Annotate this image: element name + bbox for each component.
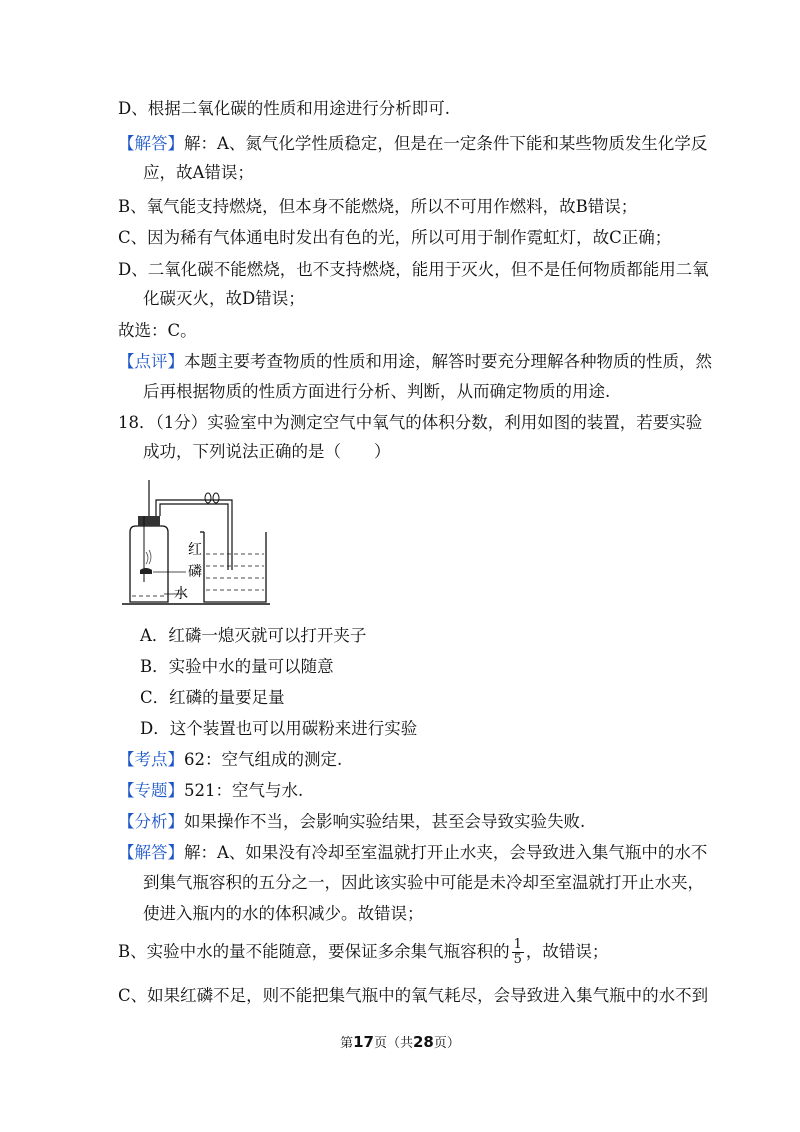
fraction-numerator: 1: [513, 937, 522, 952]
label-phosphorus: 磷: [188, 564, 202, 580]
solution-text: 解：A、如果没有冷却至室温就打开止水夹，会导致进入集气瓶中的水不: [184, 843, 708, 862]
label-red: 红: [188, 542, 202, 558]
option-d: D．这个装置也可以用碳粉来进行实验: [140, 719, 418, 738]
topic: [118, 780, 303, 802]
fraction: [512, 938, 524, 967]
analysis-tag: 【分析】: [118, 812, 184, 831]
option-b: B．实验中水的量可以随意: [140, 657, 334, 676]
page-total: 28: [413, 1033, 434, 1051]
text-line: B、氧气能支持燃烧，但本身不能燃烧，所以不可用作燃料，故B错误；: [118, 197, 638, 216]
question-18-cont: 成功，下列说法正确的是（ ）: [143, 442, 391, 461]
text-line: D、二氧化碳不能燃烧，也不支持燃烧，能用于灭火，但不是任何物质都能用二氧: [118, 260, 709, 279]
solution: [118, 842, 707, 864]
page-footer: [0, 1032, 800, 1051]
footer-text: 第: [340, 1036, 354, 1051]
page-number: 17: [353, 1033, 374, 1051]
text-line: C、因为稀有气体通电时发出有色的光，所以可用于制作霓虹灯，故C正确；: [118, 228, 672, 247]
text-line: 化碳灭火，故D错误；: [143, 289, 305, 308]
text-line: 使进入瓶内的水的体积减少。故错误；: [143, 904, 424, 923]
text-line: D、根据二氧化碳的性质和用途进行分析即可.: [118, 99, 450, 118]
text-line: 到集气瓶容积的五分之一，因此该实验中可能是未冷却至室温就打开止水夹，: [143, 873, 704, 892]
text-line: 故选：C。: [118, 321, 197, 340]
experiment-apparatus: [118, 470, 278, 610]
text-line: 应，故A错误；: [143, 163, 254, 182]
footer-text: 页（共: [373, 1036, 413, 1051]
text-segment: B、实验中水的量不能随意，要保证多余集气瓶容积的: [118, 942, 510, 961]
fraction-denominator: 5: [513, 952, 522, 967]
analysis: [118, 811, 585, 833]
topic-text: 521：空气与水.: [184, 781, 304, 800]
knowledge-text: 62：空气组成的测定.: [184, 750, 343, 769]
text-segment: ，故错误；: [525, 942, 609, 961]
text-line: [118, 133, 707, 155]
analysis-text: 如果操作不当，会影响实验结果，甚至会导致实验失败.: [184, 812, 586, 831]
option-c: C．红磷的量要足量: [140, 688, 285, 707]
footer-text: 页）: [433, 1036, 460, 1051]
review-tag: 【点评】: [118, 352, 184, 371]
option-a: A．红磷一熄灭就可以打开夹子: [140, 626, 367, 645]
answer-text: 解：A、氮气化学性质稳定，但是在一定条件下能和某些物质发生化学反: [184, 134, 708, 153]
knowledge-point: [118, 749, 342, 771]
text-line: 后再根据物质的性质方面进行分析、判断，从而确定物质的用途.: [143, 382, 611, 401]
topic-tag: 【专题】: [118, 781, 184, 800]
label-water: 水: [174, 586, 188, 602]
text-line: [118, 938, 608, 967]
question-18: 18．（1分）实验室中为测定空气中氧气的体积分数，利用如图的装置，若要实验: [118, 413, 703, 432]
review-text: 本题主要考查物质的性质和用途，解答时要充分理解各种物质的性质，然: [184, 352, 712, 371]
text-line: [118, 351, 712, 373]
knowledge-tag: 【考点】: [118, 750, 184, 769]
solution-tag: 【解答】: [118, 843, 184, 862]
answer-tag: 【解答】: [118, 134, 184, 153]
text-line: C、如果红磷不足，则不能把集气瓶中的氧气耗尽，会导致进入集气瓶中的水不到: [118, 986, 709, 1005]
